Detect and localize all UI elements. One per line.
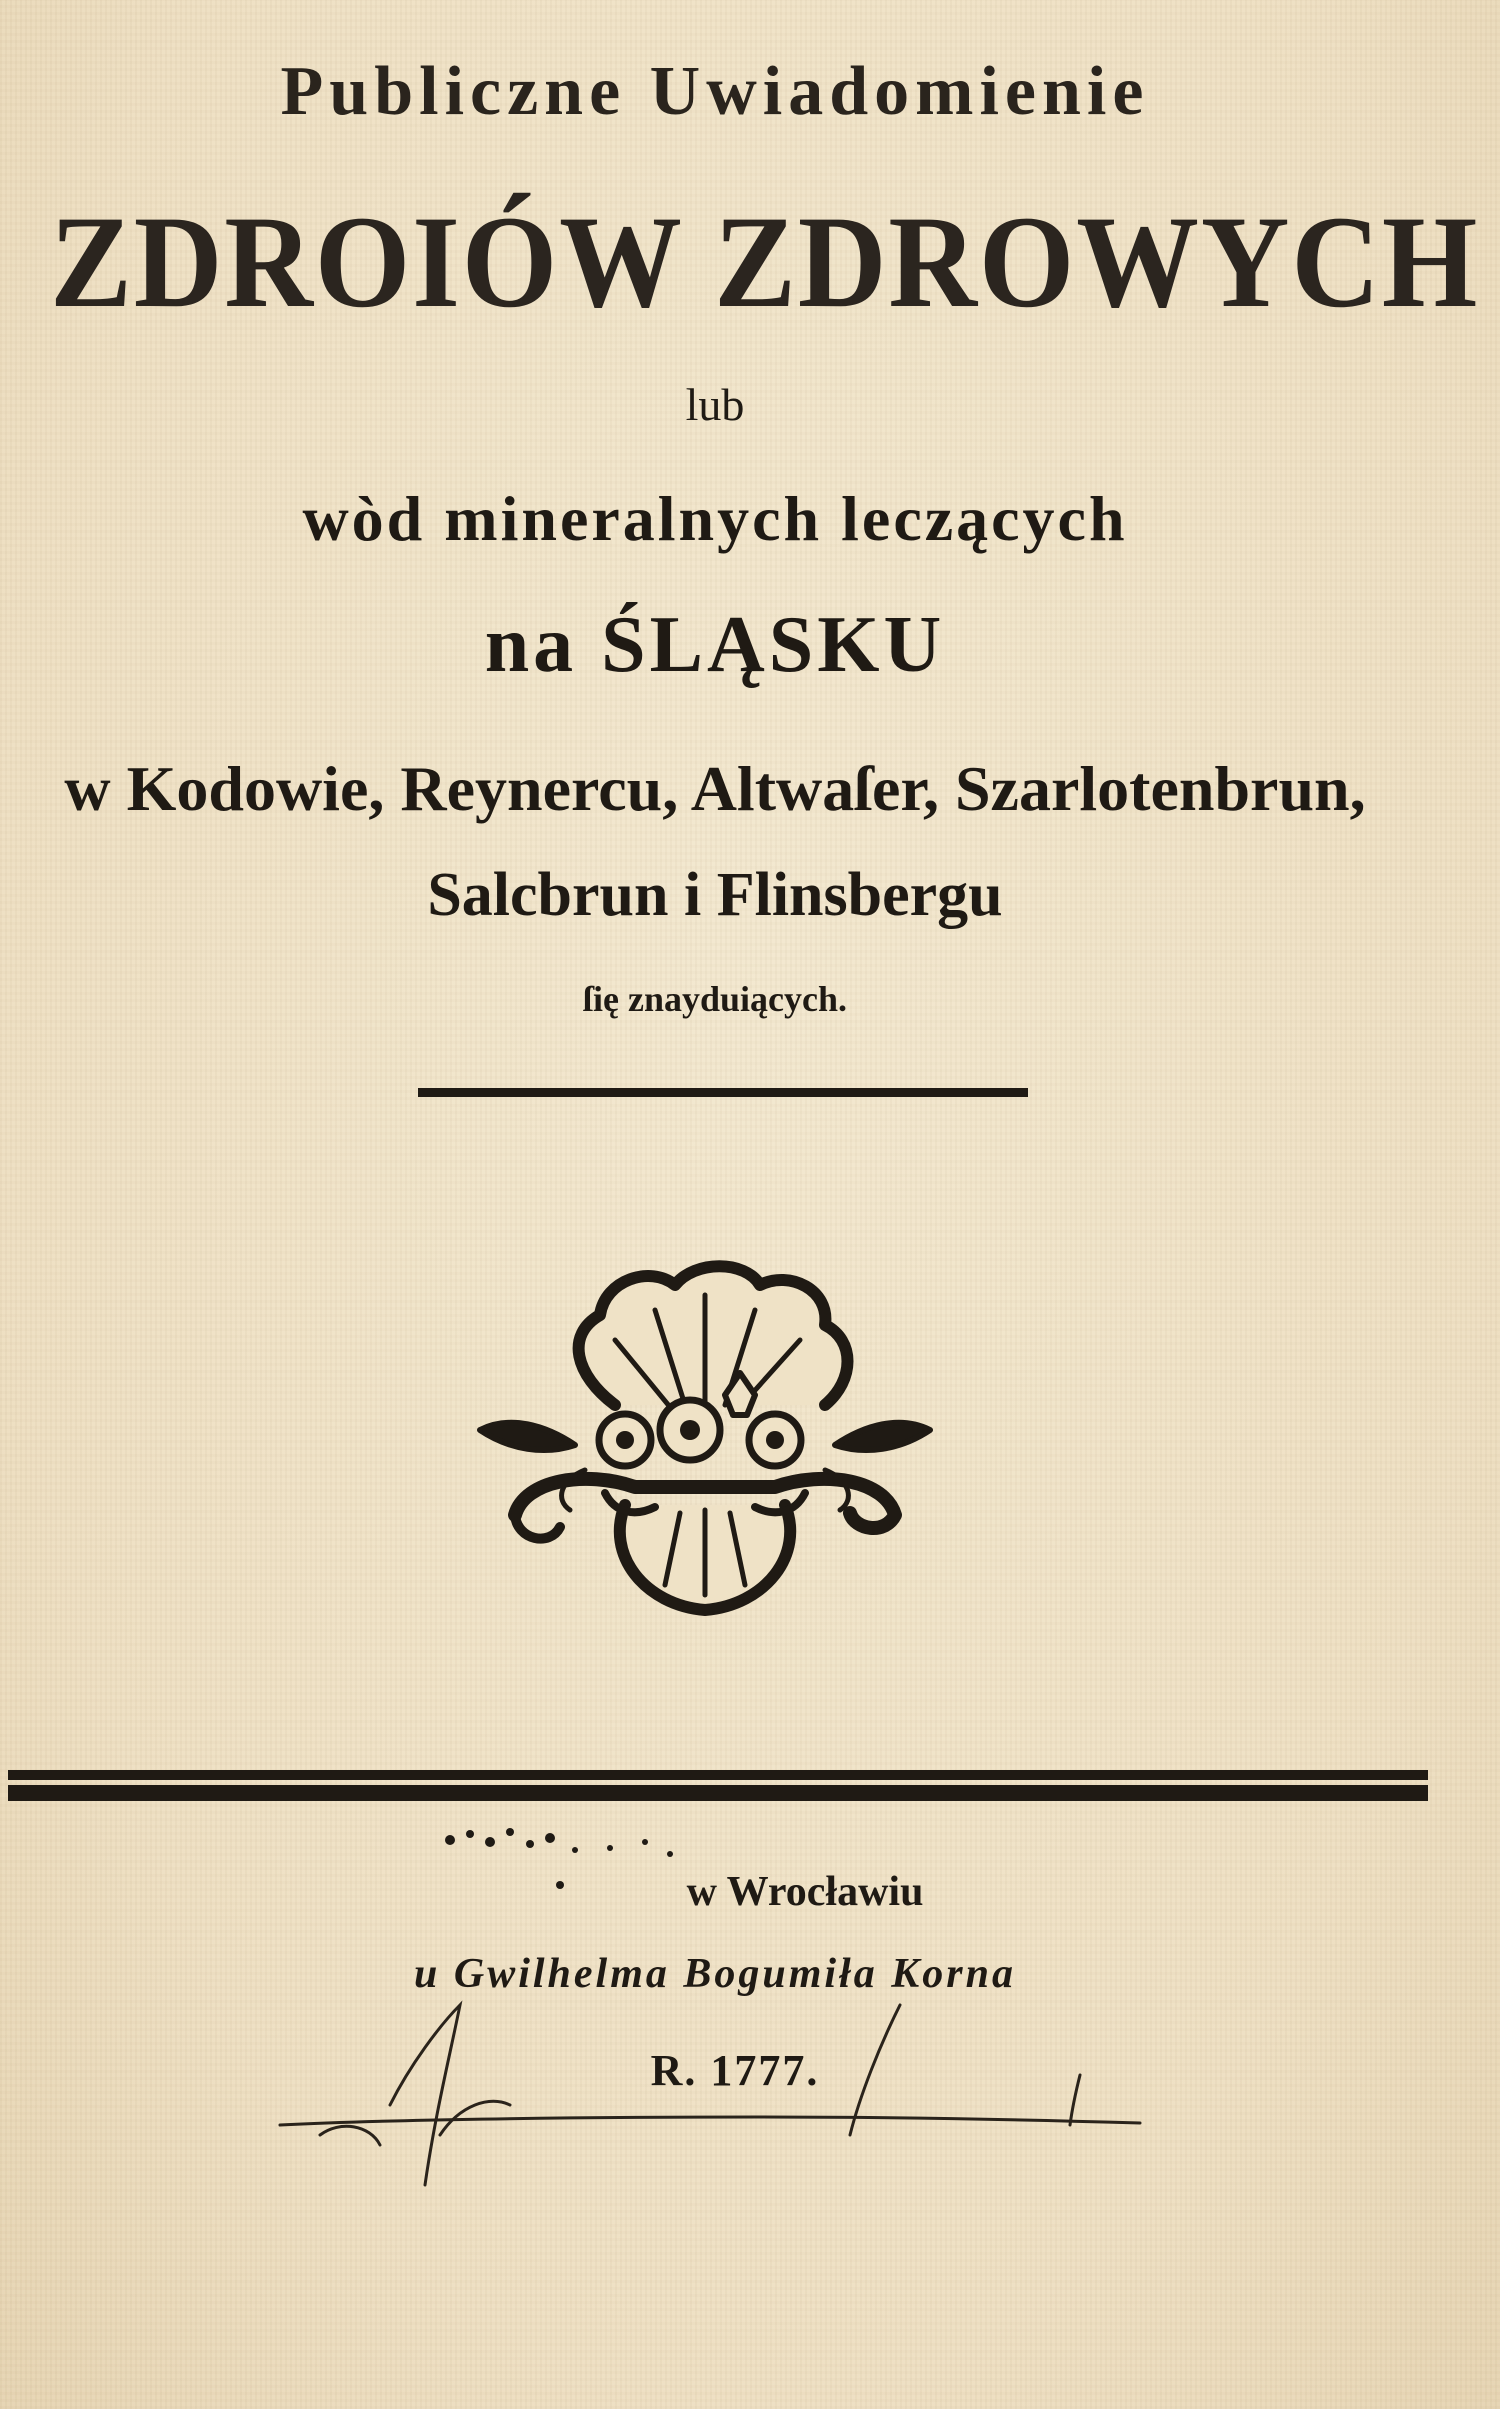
imprint-place: w Wrocławiu [686,1869,924,1915]
imprint-year: R. 1777. [650,2046,820,2095]
title-line-8: ſię znayduiących. [582,979,847,1019]
title-line-7: Salcbrun i Flinsbergu [427,861,1003,929]
imprint-printer: u Gwilhelma Bogumiła Korna [414,1951,1016,1997]
thin-divider-rule [8,1770,1428,1780]
title-line-3: lub [685,379,745,430]
shell-flower-ornament-icon [455,1255,955,1625]
title-line-6: w Kodowie, Reynercu, Altwaſer, Szarlotenbrun, [64,753,1366,824]
thick-divider-rule [8,1785,1428,1801]
handwritten-signature-mark [260,1985,1160,2205]
title-line-5: na ŚLĄSKU [484,601,946,689]
short-divider-rule [418,1088,1028,1097]
title-line-1: Publiczne Uwiadomienie [280,53,1150,130]
title-line-2: ZDROIÓW ZDROWYCH [50,188,1480,335]
title-line-4: wòd mineralnych leczących [302,483,1128,554]
